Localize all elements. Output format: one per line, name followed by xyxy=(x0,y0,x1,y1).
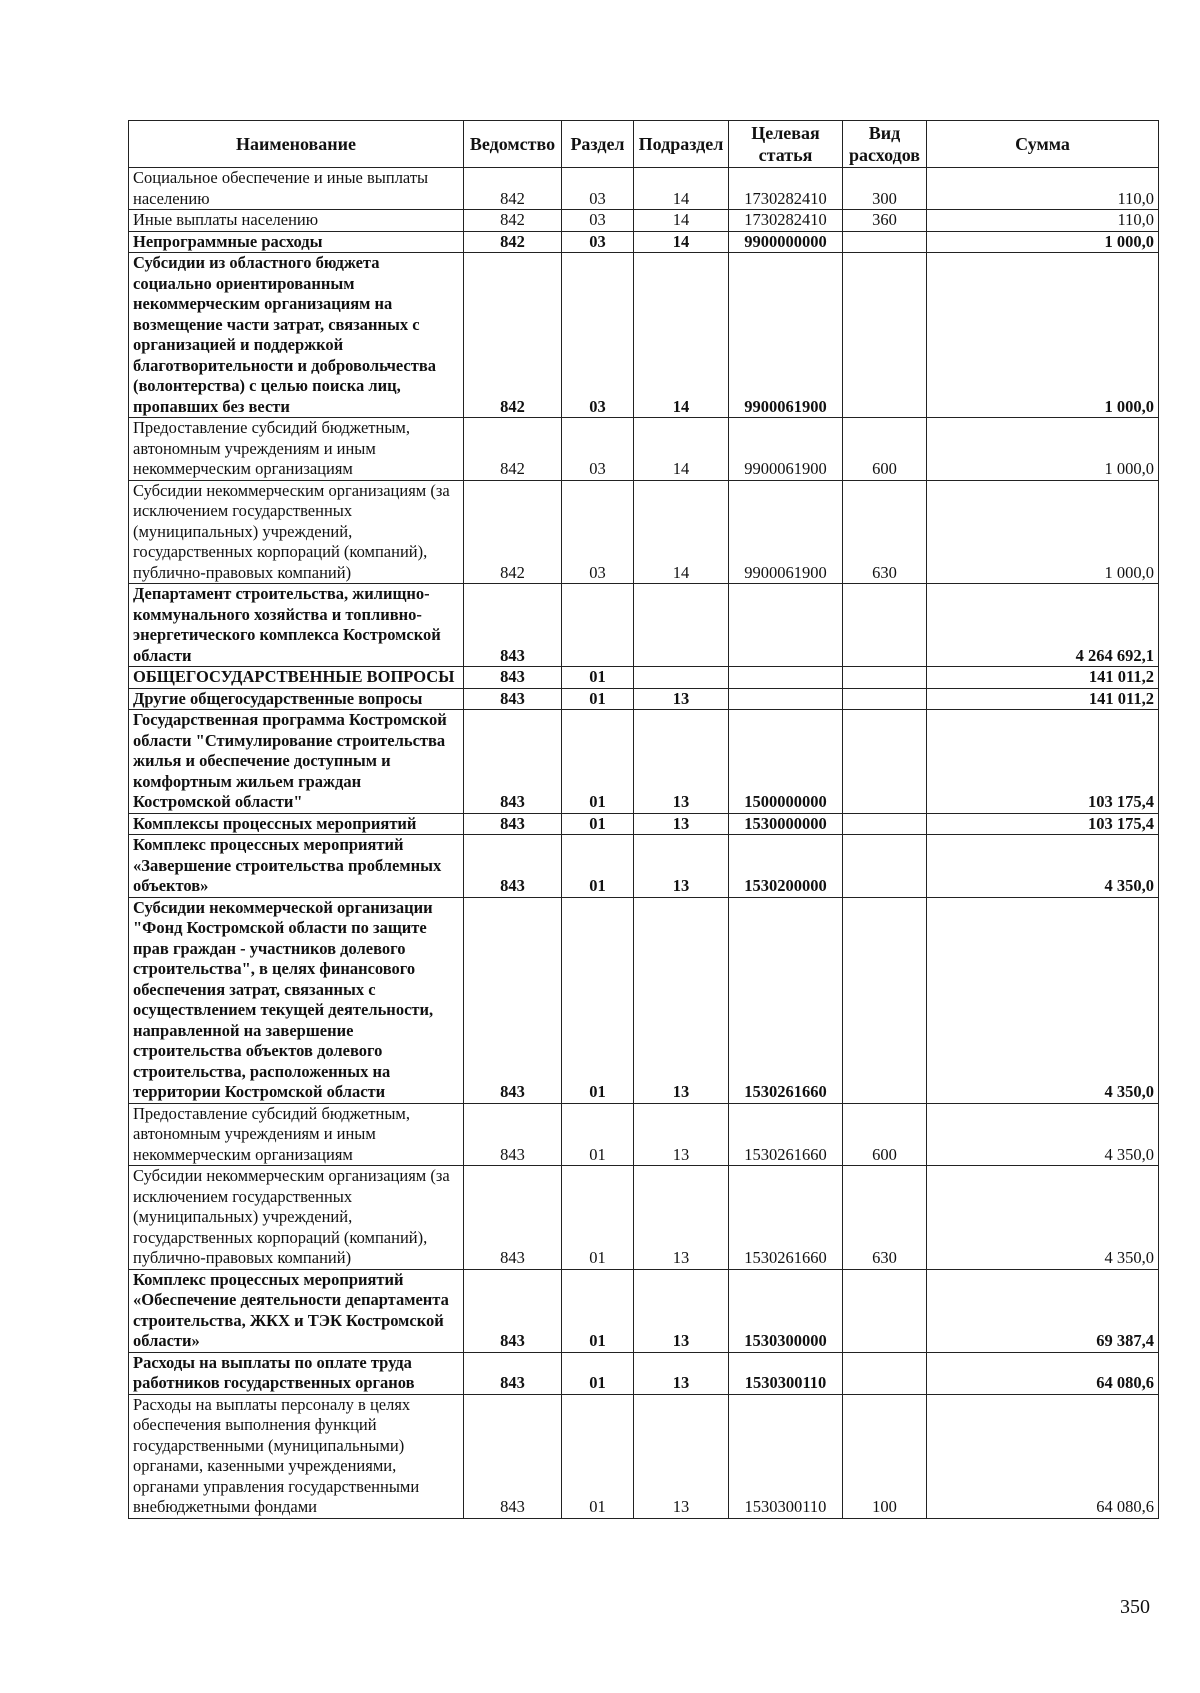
header-sum: Сумма xyxy=(927,121,1159,168)
cell-name: Субсидии некоммерческим организациям (за исключением государственных (муниципальных) учреждений, государственных корпораций (компаний), публично-правовых компаний) xyxy=(129,480,464,584)
cell-dept: 842 xyxy=(464,231,562,253)
cell-section: 03 xyxy=(562,253,634,418)
cell-section: 01 xyxy=(562,897,634,1103)
cell-type xyxy=(843,253,927,418)
cell-name: Иные выплаты населению xyxy=(129,210,464,232)
cell-subsection: 13 xyxy=(634,710,729,814)
cell-name: Комплекс процессных мероприятий «Завершение строительства проблемных объектов» xyxy=(129,835,464,898)
cell-section: 03 xyxy=(562,168,634,210)
table-row xyxy=(129,688,1159,710)
cell-section: 01 xyxy=(562,835,634,898)
table-body xyxy=(129,168,1159,1519)
cell-section: 01 xyxy=(562,1352,634,1394)
cell-section: 03 xyxy=(562,418,634,481)
table-row xyxy=(129,1166,1159,1270)
cell-target: 1730282410 xyxy=(729,210,843,232)
cell-sum: 1 000,0 xyxy=(927,480,1159,584)
cell-dept: 842 xyxy=(464,480,562,584)
cell-sum: 1 000,0 xyxy=(927,418,1159,481)
cell-target: 9900061900 xyxy=(729,253,843,418)
table-header-row xyxy=(129,121,1159,168)
cell-name: Государственная программа Костромской области "Стимулирование строительства жилья и обеспечение доступным и комфортным жильем граждан Костромской области" xyxy=(129,710,464,814)
table-row xyxy=(129,897,1159,1103)
cell-section: 03 xyxy=(562,480,634,584)
table-row xyxy=(129,253,1159,418)
cell-target: 9900000000 xyxy=(729,231,843,253)
cell-subsection: 14 xyxy=(634,210,729,232)
table-row xyxy=(129,231,1159,253)
page-number: 350 xyxy=(1120,1596,1150,1618)
cell-sum: 110,0 xyxy=(927,168,1159,210)
cell-target: 1530000000 xyxy=(729,813,843,835)
cell-target: 1530300110 xyxy=(729,1394,843,1518)
header-name: Наименование xyxy=(129,121,464,168)
cell-sum: 103 175,4 xyxy=(927,710,1159,814)
cell-section: 01 xyxy=(562,710,634,814)
cell-target: 1500000000 xyxy=(729,710,843,814)
cell-subsection xyxy=(634,667,729,689)
table-row xyxy=(129,1103,1159,1166)
cell-subsection: 13 xyxy=(634,813,729,835)
cell-sum: 64 080,6 xyxy=(927,1352,1159,1394)
cell-dept: 843 xyxy=(464,1352,562,1394)
cell-name: Комплекс процессных мероприятий «Обеспечение деятельности департамента строительства, ЖКХ и ТЭК Костромской области» xyxy=(129,1269,464,1352)
cell-type xyxy=(843,667,927,689)
cell-target: 1530261660 xyxy=(729,1166,843,1270)
table-row xyxy=(129,418,1159,481)
cell-type xyxy=(843,231,927,253)
table-row xyxy=(129,480,1159,584)
cell-section: 03 xyxy=(562,210,634,232)
cell-name: Комплексы процессных мероприятий xyxy=(129,813,464,835)
cell-type xyxy=(843,813,927,835)
cell-type xyxy=(843,1352,927,1394)
cell-subsection: 13 xyxy=(634,1352,729,1394)
cell-sum: 1 000,0 xyxy=(927,231,1159,253)
cell-sum: 4 350,0 xyxy=(927,1166,1159,1270)
budget-table xyxy=(128,120,1159,1519)
header-subsection: Подраздел xyxy=(634,121,729,168)
cell-subsection: 13 xyxy=(634,1269,729,1352)
cell-dept: 843 xyxy=(464,710,562,814)
cell-sum: 4 350,0 xyxy=(927,1103,1159,1166)
cell-sum: 103 175,4 xyxy=(927,813,1159,835)
cell-subsection: 13 xyxy=(634,1103,729,1166)
cell-type xyxy=(843,688,927,710)
cell-subsection: 13 xyxy=(634,688,729,710)
cell-dept: 843 xyxy=(464,813,562,835)
table-row xyxy=(129,168,1159,210)
cell-dept: 843 xyxy=(464,688,562,710)
cell-type: 360 xyxy=(843,210,927,232)
cell-sum: 64 080,6 xyxy=(927,1394,1159,1518)
cell-target: 1530261660 xyxy=(729,897,843,1103)
cell-target: 1730282410 xyxy=(729,168,843,210)
cell-section xyxy=(562,584,634,667)
cell-type xyxy=(843,835,927,898)
cell-dept: 843 xyxy=(464,667,562,689)
cell-dept: 842 xyxy=(464,418,562,481)
cell-name: ОБЩЕГОСУДАРСТВЕННЫЕ ВОПРОСЫ xyxy=(129,667,464,689)
cell-type: 100 xyxy=(843,1394,927,1518)
cell-subsection: 14 xyxy=(634,480,729,584)
cell-name: Расходы на выплаты персоналу в целях обеспечения выполнения функций государственными (муниципальными) органами, казенными учреждениями, органами управления государственными внебюджетными фондами xyxy=(129,1394,464,1518)
table-row xyxy=(129,1394,1159,1518)
cell-type: 600 xyxy=(843,1103,927,1166)
cell-type xyxy=(843,710,927,814)
cell-dept: 843 xyxy=(464,897,562,1103)
cell-sum: 4 350,0 xyxy=(927,897,1159,1103)
table-row xyxy=(129,813,1159,835)
cell-section: 03 xyxy=(562,231,634,253)
cell-target: 1530200000 xyxy=(729,835,843,898)
cell-subsection: 13 xyxy=(634,1166,729,1270)
cell-name: Расходы на выплаты по оплате труда работников государственных органов xyxy=(129,1352,464,1394)
cell-name: Субсидии из областного бюджета социально ориентированным некоммерческим организациям на возмещение части затрат, связанных с организацией и поддержкой благотворительности и добровольчества (волонтерства) с целью поиска лиц, пропавших без вести xyxy=(129,253,464,418)
cell-type xyxy=(843,897,927,1103)
cell-section: 01 xyxy=(562,1166,634,1270)
table-row xyxy=(129,835,1159,898)
cell-dept: 843 xyxy=(464,1394,562,1518)
cell-sum: 4 264 692,1 xyxy=(927,584,1159,667)
cell-type xyxy=(843,1269,927,1352)
cell-section: 01 xyxy=(562,813,634,835)
table-row xyxy=(129,1352,1159,1394)
header-target: Целевая статья xyxy=(729,121,843,168)
cell-sum: 4 350,0 xyxy=(927,835,1159,898)
cell-sum: 141 011,2 xyxy=(927,688,1159,710)
cell-dept: 843 xyxy=(464,1103,562,1166)
cell-subsection: 14 xyxy=(634,253,729,418)
cell-target xyxy=(729,584,843,667)
cell-subsection: 14 xyxy=(634,168,729,210)
cell-sum: 141 011,2 xyxy=(927,667,1159,689)
cell-subsection: 14 xyxy=(634,418,729,481)
header-section: Раздел xyxy=(562,121,634,168)
cell-dept: 843 xyxy=(464,584,562,667)
table-row xyxy=(129,667,1159,689)
cell-name: Департамент строительства, жилищно-коммунального хозяйства и топливно-энергетического комплекса Костромской области xyxy=(129,584,464,667)
cell-name: Предоставление субсидий бюджетным, автономным учреждениям и иным некоммерческим организациям xyxy=(129,1103,464,1166)
cell-type: 600 xyxy=(843,418,927,481)
cell-name: Непрограммные расходы xyxy=(129,231,464,253)
cell-type: 300 xyxy=(843,168,927,210)
cell-dept: 842 xyxy=(464,168,562,210)
cell-sum: 69 387,4 xyxy=(927,1269,1159,1352)
cell-target: 9900061900 xyxy=(729,480,843,584)
cell-dept: 843 xyxy=(464,835,562,898)
header-dept: Ведомство xyxy=(464,121,562,168)
cell-type: 630 xyxy=(843,1166,927,1270)
cell-subsection: 13 xyxy=(634,1394,729,1518)
table-row xyxy=(129,710,1159,814)
cell-sum: 1 000,0 xyxy=(927,253,1159,418)
cell-subsection: 13 xyxy=(634,835,729,898)
cell-subsection: 14 xyxy=(634,231,729,253)
cell-target xyxy=(729,688,843,710)
cell-type: 630 xyxy=(843,480,927,584)
cell-name: Субсидии некоммерческой организации "Фонд Костромской области по защите прав граждан - участников долевого строительства", в целях финансового обеспечения затрат, связанных с осуществлением текущей деятельности, направленной на завершение строительства объектов долевого строительства, расположенных на территории Костромской области xyxy=(129,897,464,1103)
cell-target: 9900061900 xyxy=(729,418,843,481)
cell-type xyxy=(843,584,927,667)
cell-name: Социальное обеспечение и иные выплаты населению xyxy=(129,168,464,210)
cell-section: 01 xyxy=(562,1269,634,1352)
cell-sum: 110,0 xyxy=(927,210,1159,232)
cell-target: 1530300000 xyxy=(729,1269,843,1352)
cell-subsection xyxy=(634,584,729,667)
cell-dept: 842 xyxy=(464,210,562,232)
cell-name: Субсидии некоммерческим организациям (за исключением государственных (муниципальных) учреждений, государственных корпораций (компаний), публично-правовых компаний) xyxy=(129,1166,464,1270)
cell-section: 01 xyxy=(562,667,634,689)
cell-target xyxy=(729,667,843,689)
cell-dept: 843 xyxy=(464,1269,562,1352)
cell-dept: 843 xyxy=(464,1166,562,1270)
cell-section: 01 xyxy=(562,1103,634,1166)
cell-dept: 842 xyxy=(464,253,562,418)
cell-section: 01 xyxy=(562,688,634,710)
cell-name: Другие общегосударственные вопросы xyxy=(129,688,464,710)
table-row xyxy=(129,584,1159,667)
table-row xyxy=(129,1269,1159,1352)
header-type: Вид расходов xyxy=(843,121,927,168)
cell-section: 01 xyxy=(562,1394,634,1518)
cell-target: 1530261660 xyxy=(729,1103,843,1166)
cell-name: Предоставление субсидий бюджетным, автономным учреждениям и иным некоммерческим организациям xyxy=(129,418,464,481)
table-row xyxy=(129,210,1159,232)
cell-target: 1530300110 xyxy=(729,1352,843,1394)
cell-subsection: 13 xyxy=(634,897,729,1103)
